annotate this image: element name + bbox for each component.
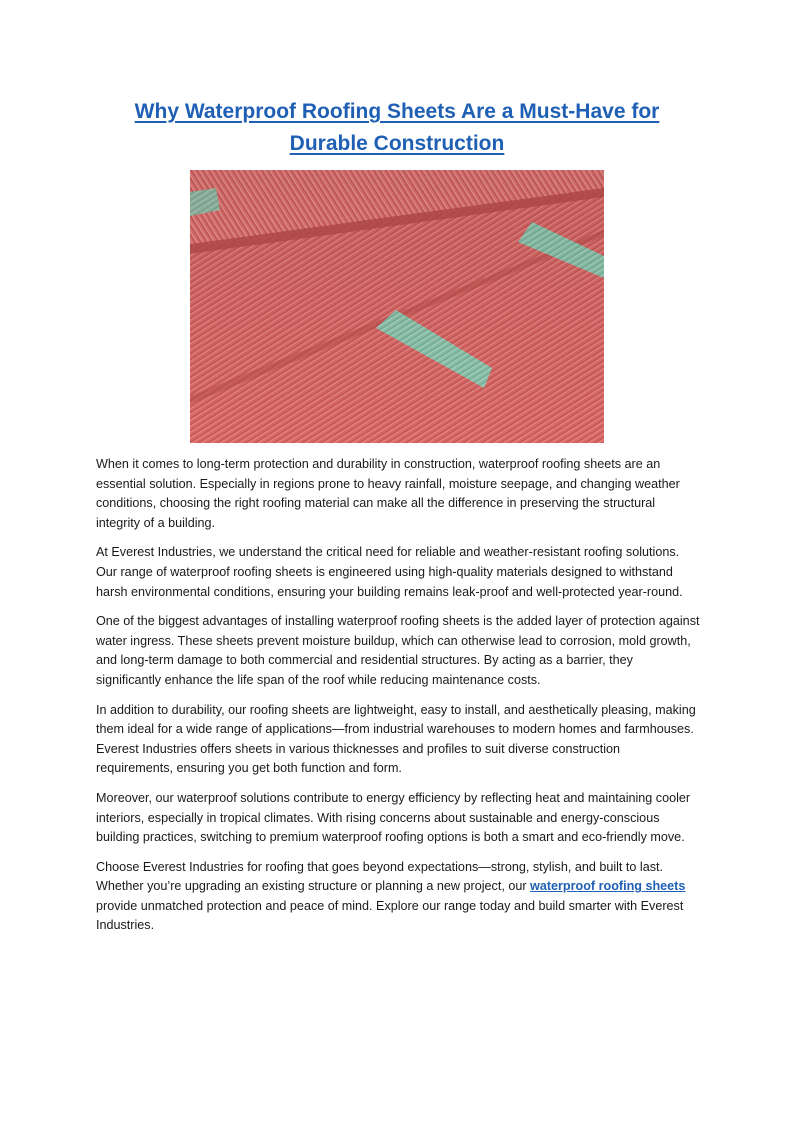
article-body bbox=[96, 455, 700, 946]
page-title bbox=[96, 96, 698, 160]
hero-image bbox=[190, 170, 604, 443]
title-line-1: Why Waterproof Roofing Sheets Are a Must-Have for bbox=[134, 100, 660, 123]
red-corrugated-roofing-sheets-icon bbox=[190, 170, 604, 443]
conclusion-text-after-link: provide unmatched protection and peace of mind. Explore our range today and build smarter with Everest Industries. bbox=[96, 898, 684, 933]
paragraph-intro: When it comes to long-term protection and durability in construction, waterproof roofing sheets are an essential solution. Especially in regions prone to heavy rainfall, moisture seepage, and changing weather conditions, choosing the right roofing material can make all the difference in preserving the structural integrity of a building. bbox=[96, 457, 680, 530]
paragraph-advantages: One of the biggest advantages of installing waterproof roofing sheets is the added layer of protection against water ingress. These sheets prevent moisture buildup, which can otherwise lead to corrosion, mold growth, and long-term damage to both commercial and residential structures. By acting as a barrier, they significantly enhance the life span of the roof while reducing maintenance costs. bbox=[96, 614, 700, 687]
paragraph-energy-efficiency: Moreover, our waterproof solutions contribute to energy efficiency by reflecting heat and maintaining cooler interiors, especially in tropical climates. With rising concerns about sustainable and energy-conscious building practices, switching to premium waterproof roofing options is both a smart and eco-friendly move. bbox=[96, 790, 691, 845]
paragraph-conclusion bbox=[96, 858, 700, 936]
paragraph-durability: In addition to durability, our roofing sheets are lightweight, easy to install, and aesthetically pleasing, making them ideal for a wide range of applications—from industrial warehouses to modern homes and farmhouses. Everest Industries offers sheets in various thicknesses and profiles to suit diverse construction requirements, ensuring you get both function and form. bbox=[96, 702, 696, 776]
title-link[interactable] bbox=[135, 100, 660, 155]
conclusion-text-before-link: Choose Everest Industries for roofing that goes beyond expectations—strong, stylish, and built to last. Whether you’re upgrading an existing structure or planning a new project, our bbox=[96, 859, 664, 894]
paragraph-about-everest: At Everest Industries, we understand the critical need for reliable and weather-resistant roofing solutions. Our range of waterproof roofing sheets is engineered using high-quality materials designed to withstand harsh environmental conditions, ensuring your building remains leak-proof and well-protected year-round. bbox=[96, 545, 683, 599]
title-line-2: Durable Construction bbox=[289, 132, 505, 155]
waterproof-roofing-sheets-link[interactable]: waterproof roofing sheets bbox=[530, 879, 686, 894]
